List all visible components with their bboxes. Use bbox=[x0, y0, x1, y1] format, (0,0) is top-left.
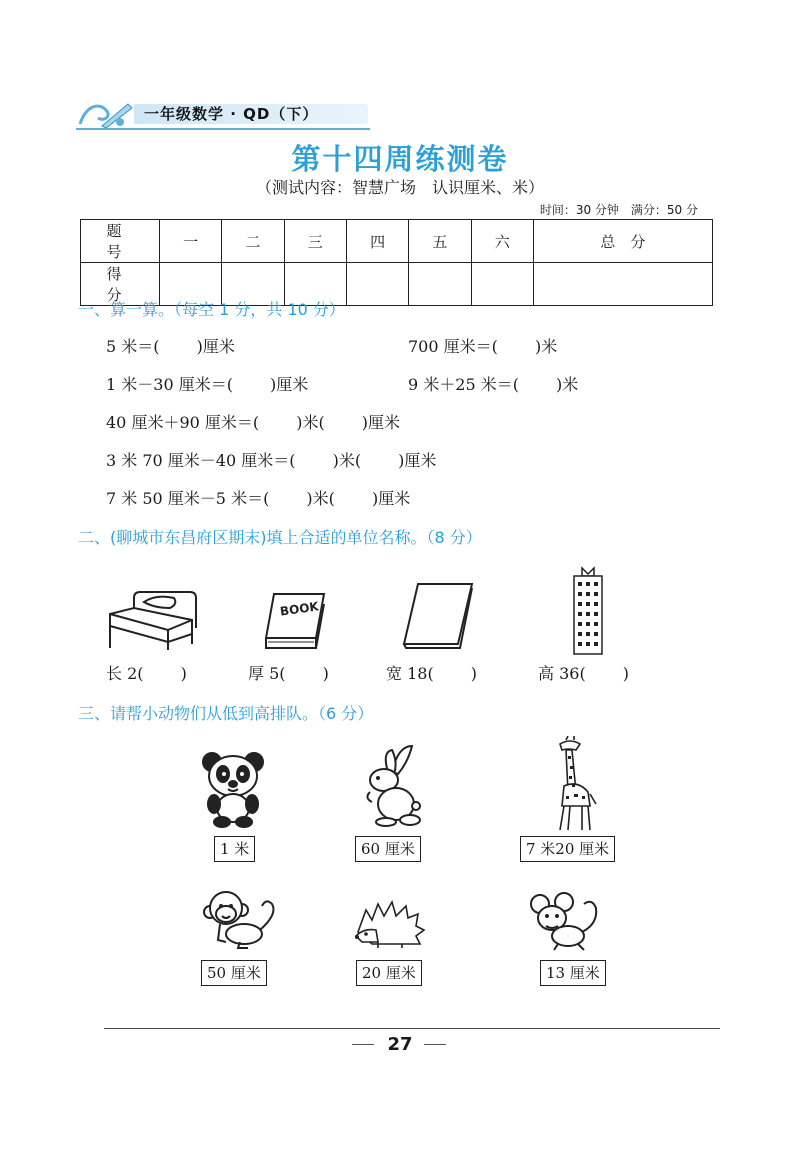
banner-underline bbox=[76, 128, 370, 130]
footer-divider bbox=[104, 1028, 720, 1029]
exercise-item[interactable]: 7 米 50 厘米－5 米＝( )米( )厘米 bbox=[106, 489, 411, 508]
page-number-dash-right bbox=[424, 1044, 446, 1045]
page-subtitle: （测试内容：智慧广场 认识厘米、米） bbox=[255, 178, 544, 197]
score-input-cell[interactable] bbox=[471, 263, 533, 306]
bed-icon bbox=[104, 584, 200, 654]
height-label: 13 厘米 bbox=[540, 960, 606, 986]
section3-title: 三、请帮小动物们从低到高排队。（6 分） bbox=[78, 704, 374, 723]
score-table bbox=[80, 219, 713, 306]
score-table-header-row bbox=[81, 220, 713, 263]
pencil-swirl-icon bbox=[76, 96, 136, 130]
height-label: 7 米20 厘米 bbox=[520, 836, 615, 862]
score-table-cell: 四 bbox=[346, 220, 408, 263]
book-title-text: BOOK bbox=[279, 599, 320, 619]
rabbit-icon bbox=[358, 742, 424, 828]
height-label: 1 米 bbox=[214, 836, 255, 862]
giraffe-icon bbox=[548, 736, 602, 832]
notebook-icon bbox=[400, 580, 476, 650]
height-label: 50 厘米 bbox=[201, 960, 267, 986]
exercise-item[interactable]: 3 米 70 厘米－40 厘米＝( )米( )厘米 bbox=[106, 451, 437, 470]
score-table-cell: 题 号 bbox=[81, 220, 160, 263]
book-icon bbox=[262, 590, 328, 654]
unit-question-building[interactable]: 高 36( ) bbox=[538, 664, 630, 683]
header-banner bbox=[76, 96, 370, 132]
height-label: 20 厘米 bbox=[356, 960, 422, 986]
mouse-icon bbox=[528, 890, 604, 952]
section2-title: 二、(聊城市东昌府区期末)填上合适的单位名称。（8 分） bbox=[78, 528, 482, 547]
page-title: 第十四周练测卷 bbox=[291, 142, 509, 176]
exercise-item[interactable]: 9 米＋25 米＝( )米 bbox=[408, 375, 579, 394]
height-label: 60 厘米 bbox=[355, 836, 421, 862]
exercise-item[interactable]: 1 米－30 厘米＝( )厘米 bbox=[106, 375, 309, 394]
score-table-cell: 六 bbox=[471, 220, 533, 263]
unit-question-notebook[interactable]: 宽 18( ) bbox=[386, 664, 478, 683]
series-label: 一年级数学 · QD（下） bbox=[144, 105, 319, 123]
score-table-cell: 三 bbox=[284, 220, 346, 263]
score-table-cell: 一 bbox=[160, 220, 222, 263]
exercise-item[interactable]: 40 厘米＋90 厘米＝( )米( )厘米 bbox=[106, 413, 401, 432]
score-input-cell[interactable] bbox=[346, 263, 408, 306]
exercise-item[interactable]: 5 米＝( )厘米 bbox=[106, 337, 235, 356]
monkey-icon bbox=[200, 884, 286, 950]
building-icon bbox=[568, 564, 608, 656]
hedgehog-icon bbox=[352, 900, 426, 950]
unit-question-bed[interactable]: 长 2( ) bbox=[106, 664, 187, 683]
score-table-cell: 总 分 bbox=[533, 220, 712, 263]
score-table-cell: 得 分 bbox=[81, 263, 160, 306]
section1-title: 一、算一算。（每空 1 分，共 10 分） bbox=[78, 300, 345, 319]
score-input-cell[interactable] bbox=[409, 263, 471, 306]
unit-question-book[interactable]: 厚 5( ) bbox=[248, 664, 329, 683]
score-table-cell: 二 bbox=[222, 220, 284, 263]
score-input-cell[interactable] bbox=[533, 263, 712, 306]
score-table-cell: 五 bbox=[409, 220, 471, 263]
panda-icon bbox=[198, 748, 268, 828]
time-info: 时间：30 分钟 满分：50 分 bbox=[539, 203, 698, 217]
page-number: 27 bbox=[387, 1034, 413, 1055]
exercise-item[interactable]: 700 厘米＝( )米 bbox=[408, 337, 558, 356]
